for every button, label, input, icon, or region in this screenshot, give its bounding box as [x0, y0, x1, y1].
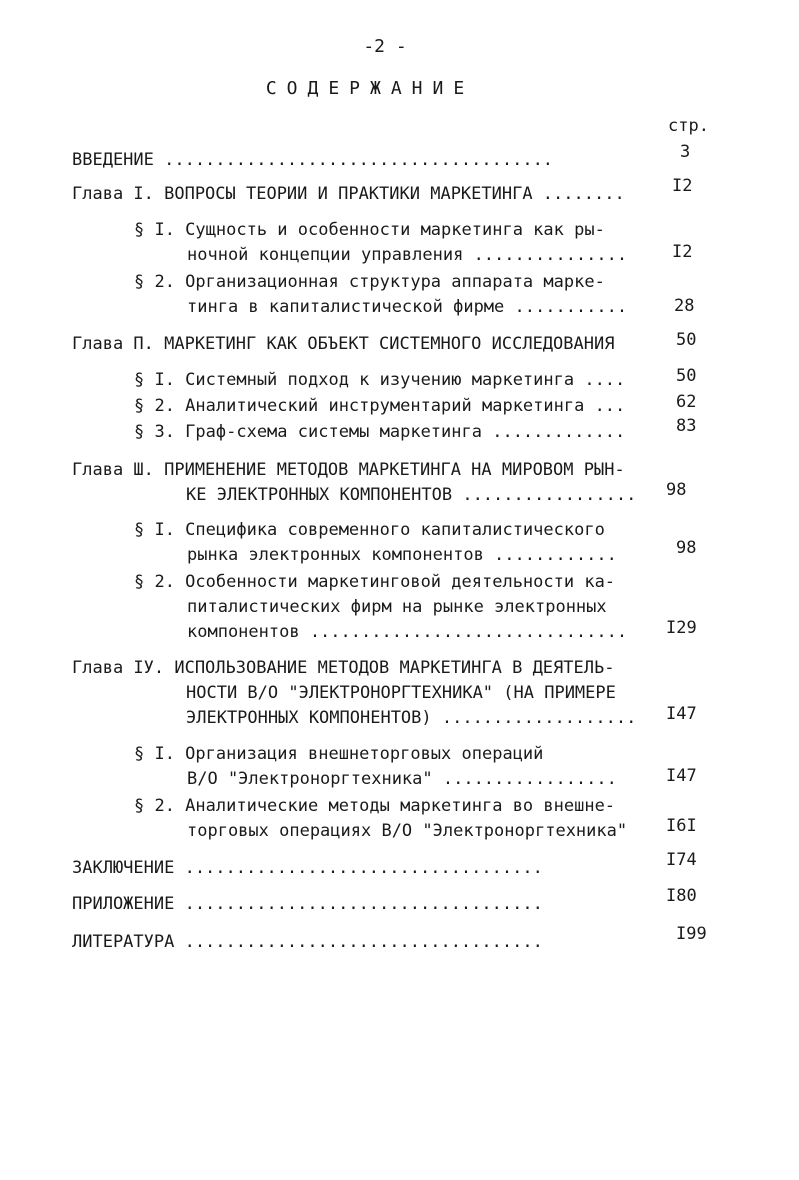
toc-entry-line: КЕ ЭЛЕКТРОННЫХ КОМПОНЕНТОВ .................: [186, 485, 637, 505]
toc-entry-page: I80: [666, 886, 697, 906]
toc-entry-line: Глава I. ВОПРОСЫ ТЕОРИИ И ПРАКТИКИ МАРКЕТИНГА ........: [72, 184, 625, 204]
toc-entry-line: § 3. Граф-схема системы маркетинга .............: [134, 422, 626, 442]
toc-entry-section-3-2: [134, 570, 627, 645]
toc-entry-section-3-1: [134, 518, 617, 568]
toc-entry-line: ЗАКЛЮЧЕНИЕ ...................................: [72, 858, 543, 878]
toc-entry-line: § I. Сущность и особенности маркетинга как ры-: [134, 220, 605, 240]
toc-entry-section-2-1: [134, 368, 625, 393]
toc-entry-appendix: [72, 892, 543, 917]
toc-entry-page: I47: [666, 704, 697, 724]
toc-entry-line: § I. Организация внешнеторговых операций: [134, 744, 544, 764]
toc-entry-line: В/О "Электроноргтехника" .................: [187, 769, 617, 789]
toc-entry-chapter-2: [72, 332, 614, 357]
toc-entry-section-1-2: [134, 270, 627, 320]
toc-entry-page: 98: [676, 538, 697, 558]
toc-entry-section-1-1: [134, 218, 627, 268]
toc-entry-line: Глава Ш. ПРИМЕНЕНИЕ МЕТОДОВ МАРКЕТИНГА НА МИРОВОМ РЫН-: [72, 460, 625, 480]
toc-entry-chapter-3: [72, 458, 636, 508]
toc-entry-conclusion: [72, 856, 543, 881]
toc-entry-page: I2: [672, 242, 693, 262]
toc-entry-page: I47: [666, 766, 697, 786]
toc-entry-chapter-1: [72, 182, 625, 207]
toc-entry-chapter-4: [72, 656, 636, 731]
toc-entry-section-4-2: [134, 794, 627, 844]
toc-entry-line: тинга в капиталистической фирме ...........: [187, 297, 628, 317]
toc-entry-line: § 2. Организационная структура аппарата марке-: [134, 272, 605, 292]
toc-entry-page: 98: [666, 480, 687, 500]
toc-entry-page: I99: [676, 924, 707, 944]
toc-entry-page: I2: [672, 176, 693, 196]
toc-entry-line: торговых операциях В/О "Электроноргтехника": [187, 821, 628, 841]
page-column-label: стр.: [668, 116, 709, 136]
toc-entry-line: § 2. Аналитические методы маркетинга во внешне-: [134, 796, 616, 816]
toc-entry-page: 28: [674, 296, 695, 316]
toc-entry-line: Глава IУ. ИСПОЛЬЗОВАНИЕ МЕТОДОВ МАРКЕТИНГА В ДЕЯТЕЛЬ-: [72, 658, 615, 678]
toc-entry-line: § 2. Аналитический инструментарий маркетинга ...: [134, 396, 626, 416]
toc-entry-introduction: [72, 148, 553, 173]
toc-title: СОДЕРЖАНИЕ: [265, 78, 475, 99]
toc-entry-line: § 2. Особенности маркетинговой деятельности ка-: [134, 572, 616, 592]
toc-entry-line: ВВЕДЕНИЕ ......................................: [72, 150, 554, 170]
toc-entry-page: 3: [680, 142, 691, 162]
page-number: -2 -: [363, 36, 407, 57]
toc-entry-line: компонентов ...............................: [187, 622, 628, 642]
toc-entry-line: ЭЛЕКТРОННЫХ КОМПОНЕНТОВ) ...................: [186, 708, 637, 728]
toc-entry-page: I6I: [666, 816, 697, 836]
toc-entry-line: питалистических фирм на рынке электронных: [187, 597, 607, 617]
toc-entry-page: 50: [676, 366, 697, 386]
toc-entry-line: Глава П. МАРКЕТИНГ КАК ОБЪЕКТ СИСТЕМНОГО ИССЛЕДОВАНИЯ: [72, 334, 615, 354]
toc-entry-page: I29: [666, 618, 697, 638]
toc-entry-line: ночной концепции управления ...............: [187, 245, 628, 265]
toc-entry-bibliography: [72, 930, 543, 955]
toc-entry-section-2-3: [134, 420, 625, 445]
toc-entry-section-4-1: [134, 742, 617, 792]
toc-entry-line: НОСТИ В/О "ЭЛЕКТРОНОРГТЕХНИКА" (НА ПРИМЕРЕ: [186, 683, 616, 703]
toc-entry-line: ПРИЛОЖЕНИЕ ...................................: [72, 894, 543, 914]
toc-entry-page: I74: [666, 850, 697, 870]
toc-entry-line: ЛИТЕРАТУРА ...................................: [72, 932, 543, 952]
toc-entry-line: § I. Специфика современного капиталистического: [134, 520, 605, 540]
toc-entry-line: рынка электронных компонентов ............: [187, 545, 617, 565]
toc-entry-page: 83: [676, 416, 697, 436]
toc-entry-line: § I. Системный подход к изучению маркетинга ....: [134, 370, 626, 390]
toc-entry-page: 50: [676, 330, 697, 350]
toc-entry-section-2-2: [134, 394, 625, 419]
toc-entry-page: 62: [676, 392, 697, 412]
